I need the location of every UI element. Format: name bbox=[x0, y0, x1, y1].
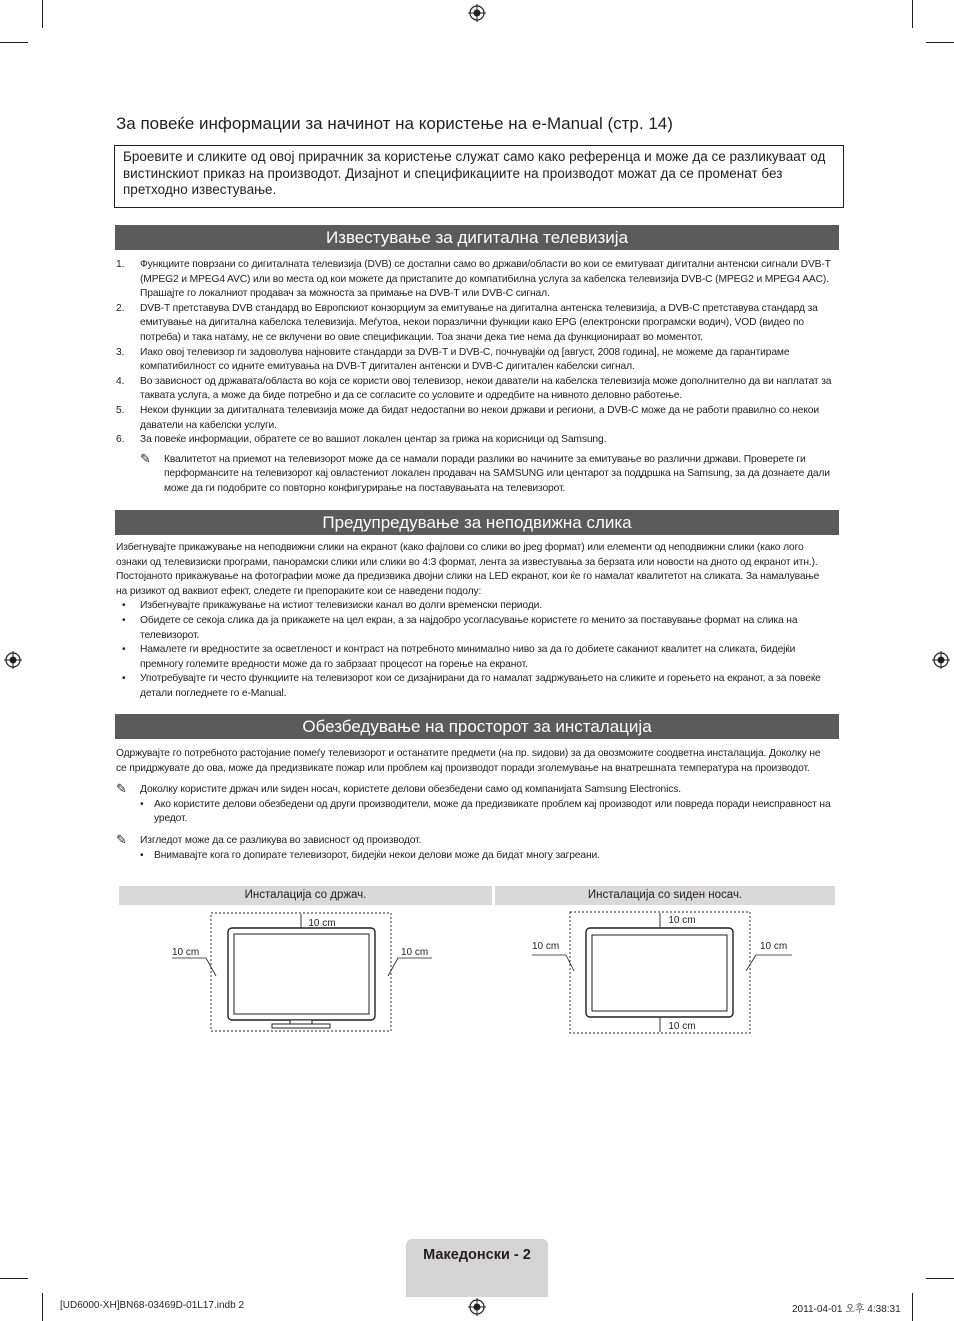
pencil-note-icon: ✎ bbox=[116, 781, 127, 797]
crop-mark bbox=[42, 1293, 43, 1321]
crop-mark bbox=[0, 1278, 28, 1279]
page-title: За повеќе информации за начинот на користење на e-Manual (стр. 14) bbox=[116, 114, 673, 133]
disclaimer-box: Броевите и сликите од овој прирачник за користење служат само како референца и може да се разликуваат од вистинскиот приказ на производот. Дизајнот и спецификациите на производот можат да се променат без претходно известување. bbox=[114, 145, 844, 208]
crop-mark bbox=[926, 42, 954, 43]
list-item: 4. Во зависност од државата/областа во која се користи овој телевизор, некои даватели на кабелска телевизија може дополнително да ви наплатат за таквата услуга, а може да биде потребно и да се согласите со условите и одредбите на нивното деловно работење. bbox=[116, 375, 832, 402]
note: ✎ Доколку користите држач или ѕиден носач, користете делови обезбедени само од компанијата Samsung Electronics. bbox=[116, 781, 681, 797]
stand-installation-diagram bbox=[160, 908, 450, 1038]
list-item: 1. Функциите поврзани со дигиталната телевизија (DVB) се достапни само во држави/области во кои се емитуваат дигитални антенски сигнали DVB-T (MPEG2 и MPEG4 AVC) или во места од кои можете да пристапите до компатибилна услуга за кабелска телевизија DVB-C (MPEG2 и MPEG4 AAC). Прашајте го локалниот продавач за можноста за примање на DVB-T или DVB-C сигнал. bbox=[116, 259, 831, 300]
list-item: • Обидете се секоја слика да ја прикажете на цел екран, а за најдобро усогласување користете го менито за поставување формат на слика на телевизорот. bbox=[122, 614, 798, 641]
imprint-file: [UD6000-XH]BN68-03469D-01L17.indb 2 bbox=[60, 1300, 245, 1311]
dimension-label: 10 cm bbox=[760, 941, 788, 952]
list-item: 5. Некои функции за дигиталната телевизија може да бидат недостапни во некои држави и региони, а DVB-C може да не работи правилно со некои даватели на кабелски услуги. bbox=[116, 404, 819, 431]
dimension-label: 10 cm bbox=[668, 1021, 696, 1032]
list-item: • Избегнувајте прикажување на истиот телевизиски канал во долги временски периоди. bbox=[122, 600, 542, 612]
list-item: 3. Иако овој телевизор ги задоволува најновите стандарди за DVB-T и DVB-C, почнувајќи од [август, 2008 година], не можеме да гарантираме компатибилност со идните емитувања на DVB-T дигитален антенски и DVB-C дигитален кабелски сигнал. bbox=[116, 346, 790, 373]
digital-tv-list bbox=[116, 258, 840, 497]
pencil-note-icon: ✎ bbox=[140, 450, 151, 466]
intro-paragraph: Избегнувајте прикажување на неподвижни слики на екранот (како фајлови со слики во jpeg формат) или елементи од неподвижни слики (како лого ознаки од телевизиски програми, панорамски слики или слики во 4:3 формат, лента за известувања за берзата или новости на дното од екранот итн.). Постојаното прикажување на фотографии може да предизвика двојни слики на LED екранот, кои ќе го намалат квалитетот на сликата. За намалување на ризикот од ваквиот ефект, следете ги препораките кои се наведени подолу: bbox=[116, 542, 820, 597]
registration-mark-icon bbox=[4, 651, 22, 669]
crop-mark bbox=[42, 0, 43, 28]
registration-mark-icon bbox=[468, 4, 486, 22]
caption-stand-installation: Инсталација со држач. bbox=[119, 886, 492, 905]
still-image-content bbox=[116, 541, 832, 702]
list-item: • Употребувајте ги често функциите на телевизорот кои се дизајнирани да го намалат задржувањето на сликите и горењето на екранот, а за повеќе детали погледнете го e-Manual. bbox=[122, 673, 821, 699]
wall-mount-installation-diagram bbox=[530, 908, 800, 1038]
intro-paragraph: Одржувајте го потребното растојание помеѓу телевизорот и останатите предмети (на пр. ѕидови) за да овозможите соодветна инсталација. Доколку не се придржувате до ова, може да предизвикате пожар или проблем кај производот поради зголемување на внатрешната температура на производот. bbox=[116, 748, 821, 774]
list-item: 2. DVB-T претставува DVB стандард во Европскиот конзорциум за емитување на дигитална антенска телевизија, а DVB-C претставува стандард за емитување на дигитална кабелска телевизија. Меѓутоа, некои поразлични функции како EPG (електронски програмски водич), VOD (видео по потреба) и така натаму, не се вклучени во овие спецификации. Тоа значи дека тие нема да функционираат во моментот. bbox=[116, 302, 818, 343]
list-item: • Внимавајте кога го допирате телевизорот, бидејќи некои делови може да бидат многу загреани. bbox=[140, 849, 600, 861]
note: ✎ Изгледот може да се разликува во зависност од производот. bbox=[116, 831, 422, 847]
dimension-label: 10 cm bbox=[308, 918, 336, 929]
list-item: • Ако користите делови обезбедени од други производители, може да предизвикате проблем кај производот или повреда поради неисправност на уредот. bbox=[140, 798, 831, 825]
note: ✎ Квалитетот на приемот на телевизорот може да се намали поради разлики во начините за емитување во различни држави. Проверете ги перформансите на телевизорот кај овластениот локален продавач на SAMSUNG или центарот за поддршка на Samsung, за да дознаете дали може да ги подобрите со повторно конфигурирање на поставувањата на телевизорот. bbox=[140, 450, 830, 494]
imprint-timestamp: 2011-04-01 오후 4:38:31 bbox=[792, 1304, 901, 1315]
registration-mark-icon bbox=[468, 1298, 486, 1316]
caption-wall-installation: Инсталација со ѕиден носач. bbox=[495, 886, 835, 905]
section-heading-still-image: Предупредување за неподвижна слика bbox=[115, 510, 839, 535]
crop-mark bbox=[926, 1278, 954, 1279]
dimension-label: 10 cm bbox=[401, 947, 429, 958]
dimension-label: 10 cm bbox=[532, 941, 560, 952]
dimension-label: 10 cm bbox=[668, 915, 696, 926]
registration-mark-icon bbox=[932, 651, 950, 669]
crop-mark bbox=[912, 1293, 913, 1321]
page-number-tab: Македонски - 2 bbox=[406, 1239, 548, 1297]
pencil-note-icon: ✎ bbox=[116, 831, 127, 847]
list-item: • Намалете ги вредностите за осветленост и контраст на потребното минимално ниво за да го добиете саканиот квалитет на сликата, бидејќи премногу големите вредности може да го забрзаат процесот на горење на екранот. bbox=[122, 644, 796, 670]
section-heading-installation-space: Обезбедување на просторот за инсталација bbox=[115, 714, 839, 739]
dimension-label: 10 cm bbox=[172, 947, 200, 958]
list-item: 6. За повеќе информации, обратете се во вашиот локален центар за грижа на корисници од Samsung. bbox=[116, 434, 607, 446]
installation-content bbox=[116, 747, 832, 863]
crop-mark bbox=[0, 42, 28, 43]
section-heading-digital-tv: Известување за дигитална телевизија bbox=[115, 225, 839, 250]
crop-mark bbox=[912, 0, 913, 28]
